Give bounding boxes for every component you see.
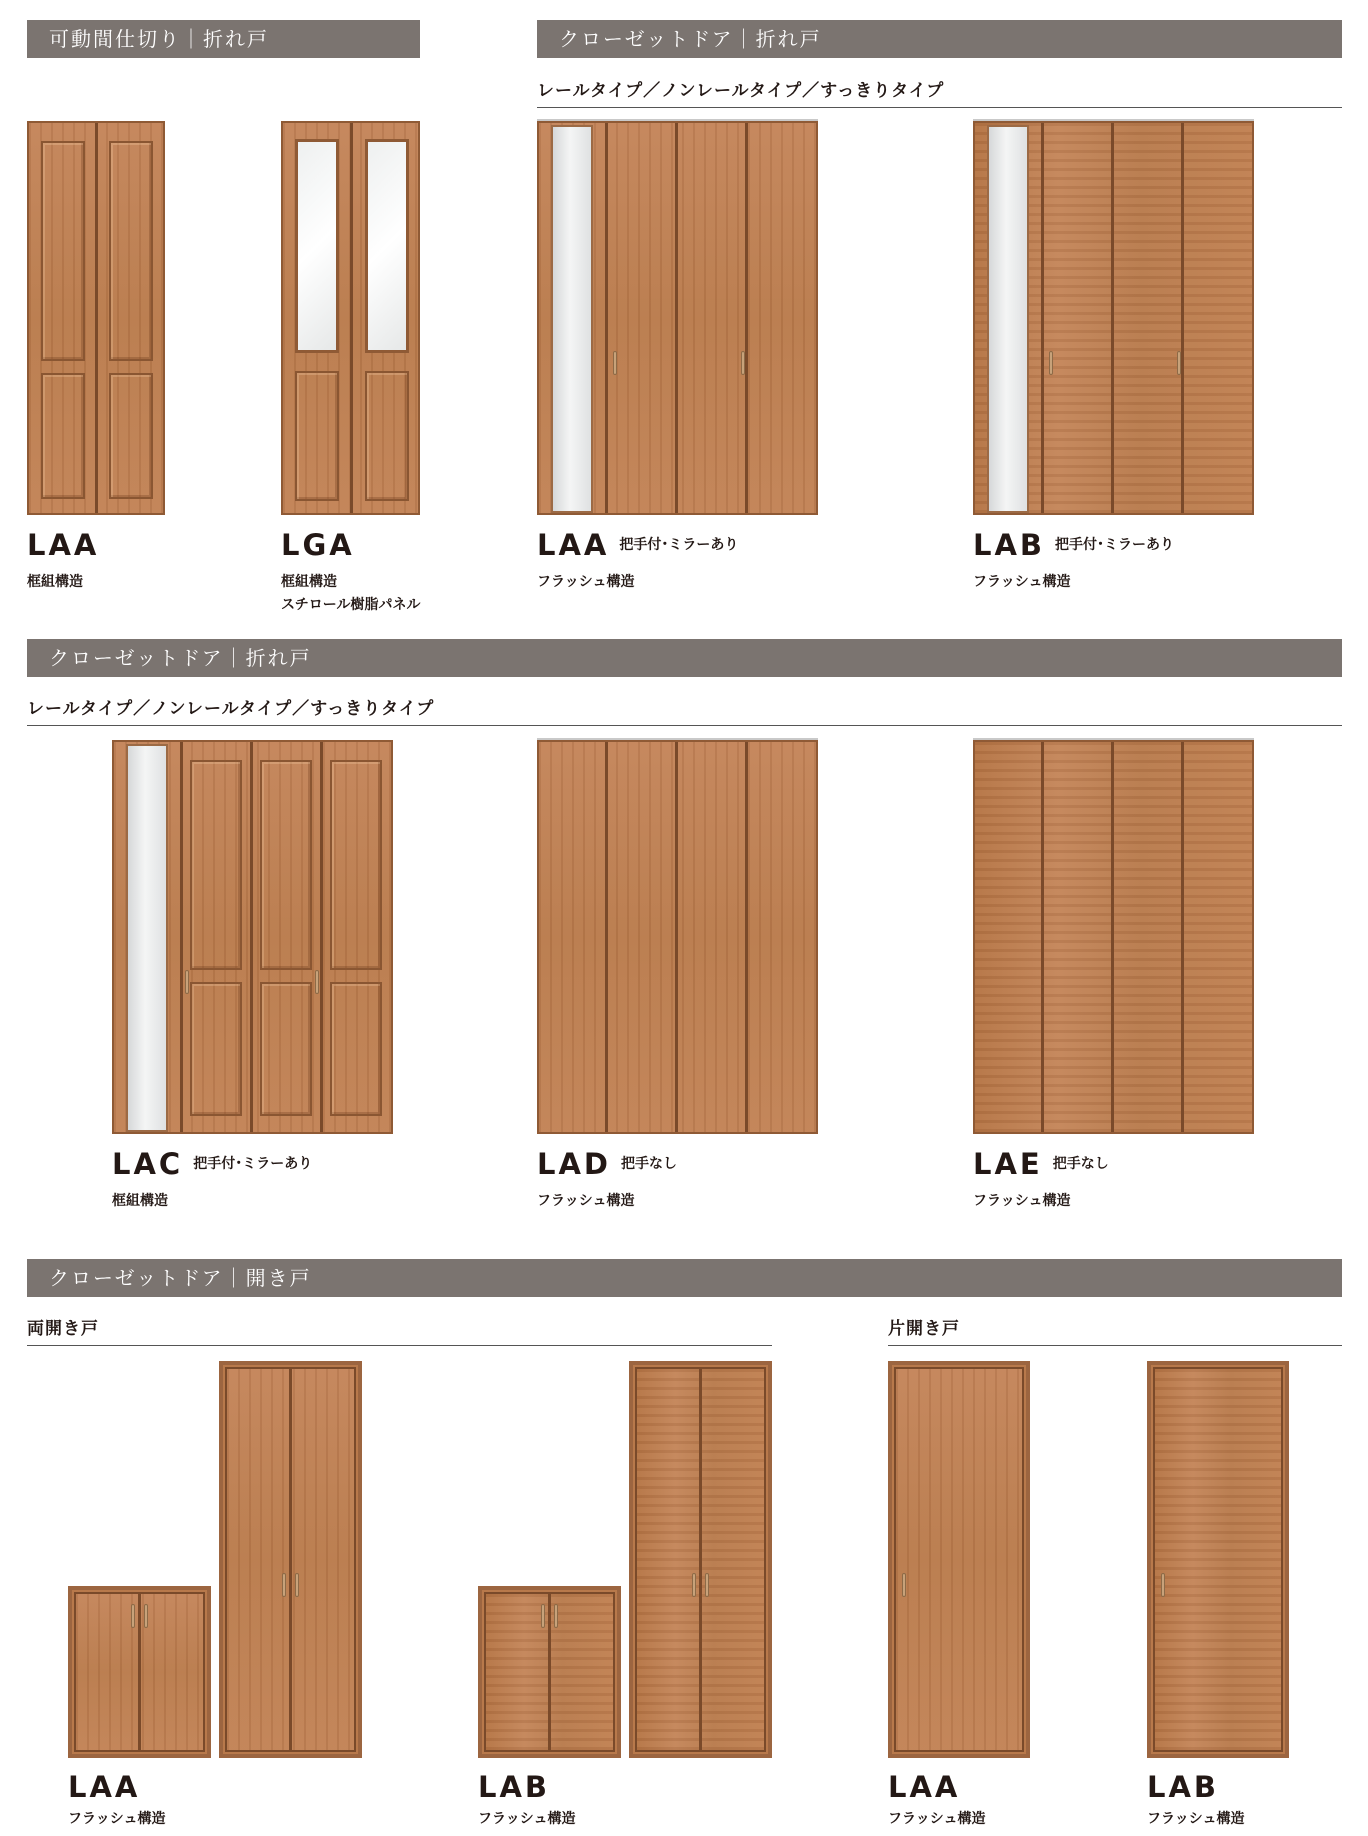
product-structure-p9: フラッシュ構造 [478,1811,576,1827]
product-label-p8 [68,1770,140,1804]
product-label-p5 [112,1147,312,1181]
door-image-lab-closet-mirror [973,121,1254,515]
section-header-movable-partition: 可動間仕切り｜折れ戸 [27,20,420,58]
section-header-closet-swing: クローゼットドア｜開き戸 [27,1259,1342,1297]
product-note-p5: 把手付･ミラーあり [193,1156,313,1172]
product-label-p6 [537,1147,677,1181]
door-image-laa-closet-mirror [537,121,818,515]
section-header-closet-fold-top: クローゼットドア｜折れ戸 [537,20,1342,58]
product-structure-p7: フラッシュ構造 [973,1193,1071,1209]
subhead-single-swing: 片開き戸 [888,1314,1342,1346]
product-label-p1 [27,528,99,562]
door-image-laa-movable [27,121,165,515]
subhead-double-swing: 両開き戸 [27,1314,772,1346]
product-structure-p4: フラッシュ構造 [973,574,1071,590]
product-structure-p2: 框組構造 スチロール樹脂パネル [281,574,421,613]
door-image-laa-double-tall [219,1361,362,1758]
product-label-p7 [973,1147,1109,1181]
product-structure-p5: 框組構造 [112,1193,168,1209]
door-image-lab-single [1147,1361,1289,1758]
product-label-p9 [478,1770,550,1804]
product-code-lae: LAE [973,1147,1043,1181]
product-structure-p6: フラッシュ構造 [537,1193,635,1209]
product-label-p10 [888,1770,960,1804]
product-label-p3 [537,528,738,562]
subhead-rail-types-mid: レールタイプ／ノンレールタイプ／すっきりタイプ [27,694,1342,726]
product-code-laa-single: LAA [888,1770,961,1804]
product-label-p11 [1147,1770,1219,1804]
product-label-p4 [973,528,1174,562]
door-image-lad-closet [537,740,818,1134]
product-code-lad: LAD [537,1147,611,1181]
product-code-laa-closet: LAA [537,528,610,562]
product-code-laa: LAA [27,528,100,562]
door-image-laa-single [888,1361,1030,1758]
door-image-lga-movable [281,121,420,515]
door-image-lab-double-short [478,1586,621,1758]
product-code-lab-single: LAB [1147,1770,1220,1804]
product-structure-p11: フラッシュ構造 [1147,1811,1245,1827]
door-image-lab-double-tall [629,1361,772,1758]
product-code-lab-double: LAB [478,1770,551,1804]
subhead-rail-types-top: レールタイプ／ノンレールタイプ／すっきりタイプ [537,76,1342,108]
door-image-lac-closet-mirror [112,740,393,1134]
product-structure-p1: 框組構造 [27,574,83,590]
product-code-laa-double: LAA [68,1770,141,1804]
product-note-p7: 把手なし [1052,1156,1109,1172]
section-header-closet-fold-mid: クローゼットドア｜折れ戸 [27,639,1342,677]
product-note-p4: 把手付･ミラーあり [1055,537,1175,553]
product-structure-p8: フラッシュ構造 [68,1811,166,1827]
product-code-lac: LAC [112,1147,184,1181]
product-structure-p10: フラッシュ構造 [888,1811,986,1827]
product-note-p3: 把手付･ミラーあり [619,537,739,553]
product-label-p2 [281,528,355,562]
product-code-lga: LGA [281,528,355,562]
product-structure-p3: フラッシュ構造 [537,574,635,590]
door-image-lae-closet [973,740,1254,1134]
product-code-lab-closet: LAB [973,528,1046,562]
product-note-p6: 把手なし [621,1156,677,1172]
door-image-laa-double-short [68,1586,211,1758]
